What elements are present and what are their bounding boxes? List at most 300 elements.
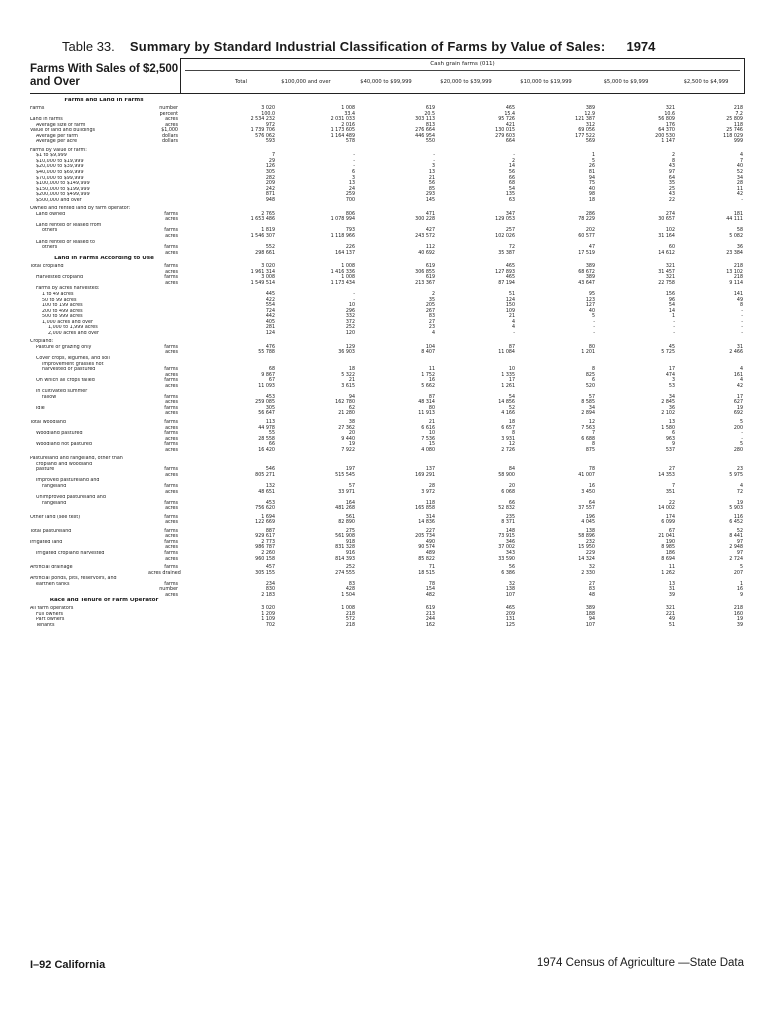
group-rule [185,70,740,71]
table-cell: 4 [511,325,515,331]
table-cell: 887 [265,528,275,534]
table-cell: 20 [348,431,355,437]
table-cell: 42 [736,383,743,389]
row-label: 50 to 99 acres [42,297,77,303]
table-cell: 118 [425,500,435,506]
table-cell: 66 [508,175,515,181]
table-cell: 296 [345,308,355,314]
table-cell: 11 084 [498,350,515,356]
table-cell: 1 961 314 [250,269,275,275]
table-cell: 25 809 [726,117,743,123]
table-cell: 213 367 [415,280,435,286]
table-cell: 7 922 [341,447,355,453]
table-cell: 490 [425,539,435,545]
table-cell: 11 [428,367,435,373]
row-unit: acres [165,400,178,406]
table-cell: 7 536 [421,436,435,442]
table-cell: 16 [736,587,743,593]
table-cell: 229 [585,551,595,557]
row-unit: acres drained [148,570,181,576]
table-cell: 43 647 [578,280,595,286]
table-cell: 90 574 [418,545,435,551]
table-cell: 619 [425,264,435,270]
table-cell: 52 [508,405,515,411]
table-cell: 8 [671,158,675,164]
table-cell: 145 [425,197,435,203]
table-cell: 8 585 [581,400,595,406]
table-cell: 124 [265,330,275,336]
table-cell: 465 [505,606,515,612]
row-unit: acres [165,520,178,526]
table-cell: 81 [588,170,595,176]
table-cell: - [741,431,743,437]
table-cell: 49 [736,297,743,303]
table-cell: 825 [585,372,595,378]
table-cell: 35 [668,181,675,187]
table-cell: 218 [345,623,355,629]
table-cell: 48 314 [418,400,435,406]
table-cell: 14 002 [658,506,675,512]
table-cell: 57 [588,394,595,400]
table-cell: 305 [265,170,275,176]
section-heading-label: Farms and Land in Farms [64,98,144,103]
table-cell: 627 [733,400,743,406]
table-cell: 122 669 [255,520,275,526]
table-cell: 52 832 [498,506,515,512]
table-cell: 107 [585,623,595,629]
row-unit: farms [164,264,178,270]
table-cell: 257 [505,228,515,234]
table-cell: 190 [665,539,675,545]
table-cell: - [513,330,515,336]
section-heading [30,98,745,106]
table-cell: 218 [733,606,743,612]
table-cell: 948 [265,197,275,203]
table-cell: 7 [671,484,675,489]
table-cell: 123 [585,297,595,303]
column-heading: $10,000 to $19,999 [520,79,572,85]
table-cell: 102 [665,228,675,234]
table-cell: 213 [425,611,435,617]
table-cell: 16 420 [258,447,275,453]
table-cell: 69 056 [578,128,595,134]
table-cell: 2 [431,291,435,297]
row-label: Woodland not pastured [36,442,92,448]
table-cell: 7 [739,158,743,164]
table-cell: 164 [345,500,355,506]
row-label: fallow [42,394,57,400]
table-cell: 6 688 [581,436,595,442]
table-cell: 12.9 [584,111,595,117]
table-cell: 2 260 [261,551,275,557]
table-cell: 19 [736,405,743,411]
table-cell: 8 694 [661,556,675,562]
row-unit: acres [165,425,178,431]
table-cell: 43 [668,164,675,170]
table-cell: 306 855 [415,269,435,275]
table-cell: 160 [733,611,743,617]
table-cell: 5 322 [341,372,355,378]
table-cell: 37 557 [578,506,595,512]
table-cell: 56 [508,565,515,571]
row-unit: acres [165,122,178,128]
table-cell: 104 [425,344,435,350]
table-cell: 2 773 [261,539,275,545]
row-label: Irrigated cropland harvested [36,551,105,557]
table-cell: 60 [668,245,675,251]
page-footer-right: 1974 Census of Agriculture —State Data [536,957,744,969]
table-cell: 13 [428,170,435,176]
table-cell: 300 228 [415,217,435,223]
table-cell: 474 [665,372,675,378]
table-cell: 176 [665,122,675,128]
table-cell: 1 [591,153,595,159]
table-cell: 28 [736,181,743,187]
row-unit: farms [164,565,178,571]
table-cell: 96 [668,297,675,303]
table-cell: 87 194 [498,280,515,286]
table-cell: 21 041 [658,534,675,540]
table-cell: 40 [736,164,743,170]
table-cell: 9 867 [261,372,275,378]
table-cell: 17 [508,378,515,384]
row-label: Tenants [36,623,55,629]
table-cell: 95 [588,291,595,297]
table-cell: 27 [588,581,595,587]
table-cell: 2 726 [501,447,515,453]
table-cell: 552 [265,245,275,251]
table-cell: 578 [345,139,355,145]
table-cell: 5 [591,314,595,320]
table-cell: 5 082 [729,234,743,240]
table-cell: 405 [265,319,275,325]
table-cell: 243 572 [415,234,435,240]
row-label: Pasture or grazing only [36,344,92,350]
row-unit: acres [165,250,178,256]
table-row [30,623,745,629]
table-cell: 218 [733,106,743,111]
table-cell: 806 [345,211,355,217]
row-label: Harvested cropland [36,275,84,281]
table-cell: 15 950 [578,545,595,551]
table-cell: 8 [739,303,743,309]
table-cell: 2 845 [661,400,675,406]
table-cell: 830 [265,587,275,593]
table-cell: 27 362 [338,425,355,431]
table-cell: 1 173 605 [330,128,355,134]
table-cell: 2 [511,158,515,164]
table-cell: 9 440 [341,436,355,442]
table-cell: 664 [505,139,515,145]
table-cell: 137 [425,467,435,473]
table-cell: 102 026 [495,234,515,240]
row-label: Farms by value of farm: [30,147,87,153]
table-cell: 174 [665,514,675,520]
row-label: Total pastureland [30,528,72,534]
row-label: Unimproved pastureland and [36,495,106,501]
table-cell: 3 [351,175,355,181]
table-cell: 45 [668,344,675,350]
row-label: Artificial drainage [30,565,73,571]
table-cell: 4 [431,330,435,336]
row-label: $70,000 to $99,999 [36,175,84,181]
table-cell: 18 515 [418,570,435,576]
row-label: 200 to 499 acres [42,308,83,314]
table-cell: 3 615 [341,383,355,389]
row-label: On which all crops failed [36,378,95,384]
table-cell: 42 [736,192,743,198]
row-unit: farms [164,581,178,587]
group-heading: Cash grain farms (011) [430,61,495,67]
row-unit: farms [164,484,178,489]
table-cell: - [741,197,743,203]
table-cell: 442 [265,314,275,320]
table-cell: 127 [585,303,595,309]
table-cell: 27 [428,319,435,325]
table-year: 1974 [626,39,656,54]
table-cell: 2 466 [729,350,743,356]
row-label: Artificial ponds, pits, reservoirs, and [30,576,117,582]
table-cell: 17 [736,394,743,400]
table-cell: 305 [265,405,275,411]
table-cell: 209 [265,181,275,187]
row-unit: number [159,106,178,111]
table-cell: 55 788 [258,350,275,356]
row-label: Other land (see text) [30,514,81,520]
table-cell: 25 746 [726,128,743,134]
table-cell: 18 [588,197,595,203]
table-cell: 12 [588,419,595,425]
table-cell: 26 [588,164,595,170]
table-cell: 55 [268,431,275,437]
table-cell: 87 [508,344,515,350]
table-cell: 465 [505,106,515,111]
row-label: Land rented or leased from [36,222,102,228]
table-cell: 165 858 [415,506,435,512]
table-cell: 177 522 [575,133,595,139]
table-cell: 44 978 [258,425,275,431]
table-cell: 282 [265,175,275,181]
row-unit: acres [165,534,178,540]
table-cell: 39 [736,623,743,629]
table-cell: 34 [736,175,743,181]
row-label: $40,000 to $69,999 [36,170,84,176]
table-cell: 20 [508,484,515,489]
row-label: Land in farms [30,117,63,123]
table-cell: 561 908 [335,534,355,540]
table-cell: 17 [668,367,675,373]
table-cell: 12 [508,442,515,448]
table-cell: 515 545 [335,472,355,478]
table-cell: 972 [265,122,275,128]
table-cell: 929 617 [255,534,275,540]
data-table [30,98,745,629]
table-cell: - [593,325,595,331]
table-cell: 221 [665,611,675,617]
table-cell: 209 [505,611,515,617]
table-cell: 80 [588,344,595,350]
row-unit: farms [164,228,178,234]
table-cell: 1 739 706 [250,128,275,134]
row-unit: dollars [161,133,178,139]
table-cell: 19 [736,617,743,623]
row-label: Owned and rented land by farm operator: [30,206,131,212]
table-cell: 372 [345,319,355,325]
table-cell: 138 [505,587,515,593]
row-label: 1,000 acres and over [42,319,93,325]
table-cell: 275 [345,528,355,534]
table-cell: 1 008 [341,106,355,111]
table-cell: 22 758 [658,280,675,286]
table-cell: 13 [668,581,675,587]
row-unit: farms [164,245,178,251]
table-cell: 4 166 [501,411,515,417]
table-cell: 489 [425,551,435,557]
table-cell: 138 [585,528,595,534]
table-cell: 156 [665,291,675,297]
table-cell: 44 111 [726,217,743,223]
table-cell: 1 335 [501,372,515,378]
table-cell: 57 [348,484,355,489]
table-cell: 10.6 [664,111,675,117]
table-cell: 130 015 [495,128,515,134]
row-unit: acres [165,411,178,417]
table-cell: 5 725 [661,350,675,356]
table-cell: 21 [428,419,435,425]
table-cell: 550 [425,139,435,145]
table-cell: 963 [665,436,675,442]
table-cell: 58 896 [578,534,595,540]
table-cell: 43 [668,192,675,198]
row-label: harvested or pastured [42,367,96,373]
row-unit: acres [165,117,178,123]
table-cell: 35 387 [498,250,515,256]
table-cell: 2 330 [581,570,595,576]
table-cell: 321 [665,275,675,281]
table-cell: 259 085 [255,400,275,406]
table-cell: 14 324 [578,556,595,562]
table-cell: 3 [671,378,675,384]
table-cell: 234 [265,581,275,587]
table-cell: 2 894 [581,411,595,417]
table-cell: 274 [665,211,675,217]
table-cell: 293 [425,192,435,198]
table-cell: 71 [428,565,435,571]
table-cell: 286 [585,211,595,217]
table-cell: 82 890 [338,520,355,526]
table-cell: 28 558 [258,436,275,442]
table-cell: 36 903 [338,350,355,356]
row-label: rangeland [42,484,67,489]
table-cell: 1 164 489 [330,133,355,139]
row-label: Total cropland [30,264,64,270]
table-cell: - [353,297,355,303]
table-cell: 814 393 [335,556,355,562]
table-cell: 5 [739,442,743,448]
table-cell: 1 653 486 [250,217,275,223]
column-heading: Total [234,79,248,85]
stub-heading: Farms With Sales of $2,500 and Over [30,63,179,88]
table-cell: 700 [345,197,355,203]
table-cell: 875 [585,447,595,453]
table-cell: 546 [265,467,275,473]
table-cell: 446 954 [415,133,435,139]
table-cell: 227 [425,528,435,534]
table-cell: 6 616 [421,425,435,431]
table-cell: 1 546 307 [250,234,275,240]
table-cell: 16 [428,378,435,384]
table-cell: 54 [668,303,675,309]
table-cell: 422 [265,297,275,303]
table-cell: 3 020 [261,606,275,612]
table-cell: 113 [265,419,275,425]
table-cell: 30 657 [658,217,675,223]
table-cell: 10 [508,367,515,373]
table-cell: 321 [665,106,675,111]
table-cell: 32 [588,565,595,571]
table-cell: 23 384 [726,250,743,256]
table-cell: 11 [668,565,675,571]
table-cell: 427 [425,228,435,234]
table-cell: 56 809 [658,117,675,123]
table-cell: 97 [736,539,743,545]
row-label: Value of land and buildings [30,128,95,134]
table-cell: 141 [733,291,743,297]
row-label: Farms [30,106,45,111]
table-cell: 31 164 [658,234,675,240]
table-cell: 305 155 [255,570,275,576]
row-unit: farms [164,528,178,534]
table-cell: 23 [428,325,435,331]
table-cell: 98 [588,192,595,198]
table-cell: 15 [428,442,435,448]
table-cell: 78 229 [578,217,595,223]
table-cell: 13 102 [726,269,743,275]
table-cell: 131 [505,617,515,623]
table-cell: 64 [588,500,595,506]
table-cell: 40 [588,308,595,314]
table-cell: 21 [428,175,435,181]
table-cell: 805 271 [255,472,275,478]
table-cell: 3 020 [261,106,275,111]
table-cell: 428 [345,587,355,593]
row-unit: acres [165,217,178,223]
row-label: Pastureland and rangeland, other than [30,456,123,462]
table-cell: 916 [345,551,355,557]
row-unit: number [159,587,178,593]
table-cell: 56 [428,181,435,187]
row-unit: acres [165,472,178,478]
table-cell: 40 [588,186,595,192]
table-cell: 421 [505,122,515,128]
row-unit: acres [165,447,178,453]
row-label: $200,000 to $499,999 [36,192,90,198]
table-cell: 7.2 [735,111,743,117]
table-cell: 1 147 [661,139,675,145]
table-cell: 9 114 [729,280,743,286]
row-unit: farms [164,431,178,437]
table-cell: 63 [508,197,515,203]
table-cell: 9 [739,592,743,598]
table-cell: - [353,164,355,170]
table-cell: 20.5 [424,111,435,117]
row-label: Average size of farm [36,122,86,128]
table-cell: 207 [733,570,743,576]
table-cell: 2 534 232 [250,117,275,123]
row-label: Cropland: [30,339,54,345]
table-cell: 6 452 [729,520,743,526]
table-cell: 242 [265,186,275,192]
